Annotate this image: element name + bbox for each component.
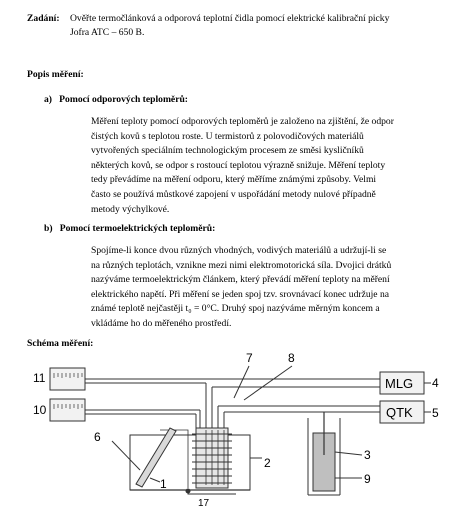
calibrator-housing [130,435,250,490]
section-b-line: nazýváme termoelektrickým článkem, který převádí měření teploty na měření [91,274,390,286]
leader-line-3 [335,452,362,455]
label-9: 9 [364,472,371,486]
section-b-line: elektrického napětí. Při měření se jeden spoj tzv. srovnávací konec udržuje na [91,288,390,300]
description-heading: Popis měření: [27,69,84,80]
label-6: 6 [94,430,101,444]
leader-line-7 [234,366,249,398]
task-label: Zadání: [27,13,60,24]
label-7: 7 [246,351,253,365]
label-10: 10 [33,403,47,417]
mlg-label: MLG [385,376,414,391]
schema-heading: Schéma měření: [27,338,94,349]
section-a-heading: a) Pomocí odporových teploměrů: [44,94,188,105]
instrument-box-10 [50,399,85,421]
section-b-line: Spojíme-li konce dvou různých vhodných, vodivých materiálů a udržují-li se [91,245,387,256]
leader-line-8 [244,366,292,400]
section-a-line: vytvořených speciálním technologickým procesem ze směsi kysličníků [91,145,364,157]
leader-line-6 [112,441,140,470]
label-4: 4 [432,376,439,390]
section-a-line: často se používá můstkové zapojení v uspořádání metody nulové případně [91,188,376,200]
section-b-line: na různých teplotách, vznikne mezi nimi elektromotorická síla. Dvojici drátků [91,259,392,271]
section-b-line: vkládáme ho do měřeného prostředí. [91,317,232,329]
label-11: 11 [33,371,46,385]
label-2: 2 [264,456,271,470]
label-5: 5 [432,406,439,420]
section-b-line: známé teplotě nejčastěji t₀ = 0°C. Druhý spoj nazýváme měrným koncem a [91,303,380,315]
section-a-line: tedy převádíme na měření odporu, který měříme známými způsoby. Velmi [91,174,377,186]
section-a-line: metody výchylkové. [91,203,170,215]
leader-line-1 [150,478,160,482]
hinged-lid [136,428,176,487]
section-b-heading: b) Pomocí termoelektrických teploměrů: [44,223,216,234]
task-line-1: Ověřte termočlánková a odporová teplotní čidla pomocí elektrické kalibrační picky [70,13,390,24]
label-1: 1 [160,477,167,491]
section-a-line: Měření teploty pomocí odporových teploměrů je založeno na zjištění, že odpor [91,116,394,127]
task-line-2: Jofra ATC – 650 B. [70,27,145,38]
label-8: 8 [288,351,295,365]
qtk-label: QTK [386,405,413,420]
section-a-line: některých kovů, se odpor s rostoucí teplotou výrazně snižuje. Měření teploty [91,159,386,171]
section-a-line: čistých kovů s teplotou roste. U termistorů z polovodičových materiálů [91,130,364,142]
instrument-box-11 [50,368,85,390]
label-17: 17 [198,498,210,509]
terminal-17 [186,489,190,493]
label-3: 3 [364,448,371,462]
